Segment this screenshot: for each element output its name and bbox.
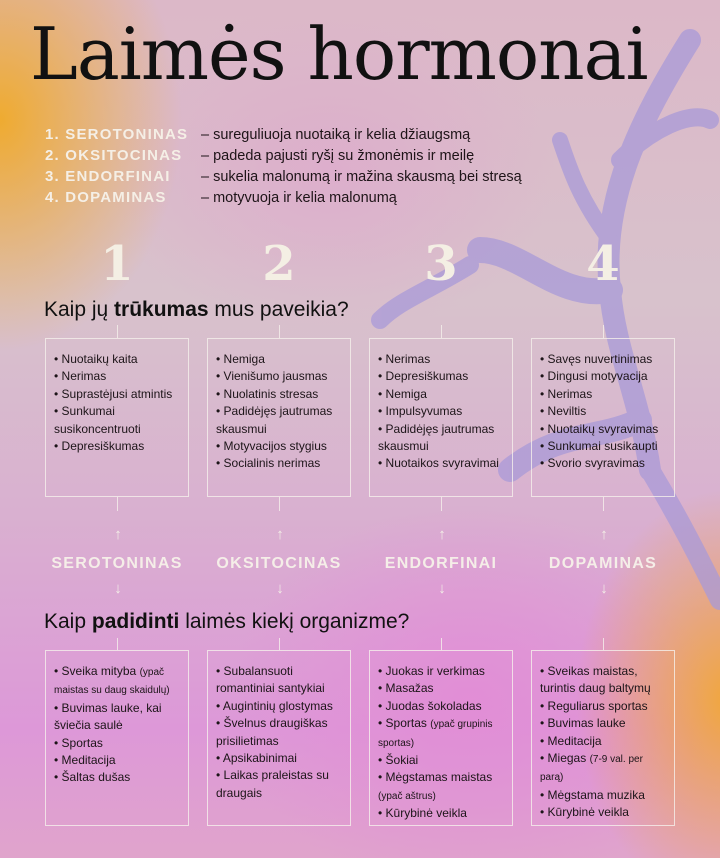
list-item: • Sveikas maistas, turintis daug baltymų — [540, 664, 651, 696]
list-item: • Meditacija — [540, 733, 602, 748]
heading-bold: trūkumas — [114, 298, 209, 321]
list-item: • Padidėjęs jautrumas skausmui — [216, 404, 333, 436]
list-item: • Svorio svyravimas — [540, 456, 645, 471]
boost-box-endorfinai — [369, 650, 513, 826]
column-number: 4 — [586, 236, 620, 292]
list-item: • Sunkumai susikaupti — [540, 439, 658, 454]
arrow-up-icon: ↑ — [276, 526, 284, 543]
connector-line — [117, 325, 118, 338]
arrow-down-icon: ↓ — [276, 580, 284, 597]
list-item: • Depresiškumas — [378, 369, 469, 384]
list-item: • Depresiškumas — [54, 439, 145, 454]
heading-bold: padidinti — [91, 610, 180, 633]
list-item: • Dingusi motyvacija — [540, 369, 648, 384]
list-item: • Reguliarus sportas — [540, 698, 648, 713]
legend-hormone-name: 1. SEROTONINAS — [45, 126, 189, 143]
connector-line — [603, 638, 604, 650]
connector-line — [603, 497, 604, 511]
list-item: • Vienišumo jausmas — [216, 369, 328, 384]
hormone-label-oksitocinas: OKSITOCINAS — [216, 555, 342, 572]
hormone-label-serotoninas: SEROTONINAS — [51, 555, 183, 572]
legend-row — [45, 187, 522, 208]
boost-box-dopaminas — [531, 650, 675, 826]
legend-hormone-desc: – sureguliuoja nuotaiką ir kelia džiaugsmą — [201, 126, 471, 143]
list-item: • Masažas — [378, 681, 434, 696]
list-item: • Nuotaikų kaita — [54, 352, 138, 366]
list-item: • Meditacija — [54, 753, 116, 768]
list-item: • Sveika mityba (ypač maistas su daug skaidulų) — [54, 664, 170, 697]
list-item: • Apsikabinimai — [216, 751, 297, 766]
arrow-up-icon: ↑ — [114, 526, 122, 543]
deficiency-box-endorfinai — [369, 338, 513, 497]
list-item: • Buvimas lauke, kai šviečia saulė — [54, 700, 162, 733]
list-item: • Mėgstama muzika — [540, 787, 645, 802]
legend-hormone-name: 3. ENDORFINAI — [45, 168, 171, 185]
list-item: • Nuotaikų svyravimas — [540, 421, 659, 436]
hormone-legend — [45, 124, 522, 208]
list-item: • Nemiga — [216, 352, 265, 366]
hormone-label-endorfinai: ENDORFINAI — [384, 555, 498, 572]
list-item: • Laikas praleistas su draugais — [216, 768, 329, 800]
boost-box-oksitocinas — [207, 650, 351, 826]
connector-line — [117, 638, 118, 650]
list-item: • Šaltas dušas — [54, 770, 131, 785]
legend-row — [45, 124, 522, 145]
list-item: • Neviltis — [540, 404, 587, 419]
list-item: • Sportas (ypač grupinis sportas) — [378, 716, 493, 749]
hormone-label-dopaminas: DOPAMINAS — [548, 555, 658, 572]
list-item: • Padidėjęs jautrumas skausmui — [378, 421, 495, 454]
list-item: • Sunkumai susikoncentruoti — [54, 404, 141, 436]
legend-hormone-desc: – sukelia malonumą ir mažina skausmą bei stresą — [201, 168, 522, 185]
list-item: • Augintinių glostymas — [216, 698, 333, 713]
list-item: • Kūrybinė veikla — [540, 805, 629, 820]
legend-hormone-name: 2. OKSITOCINAS — [45, 147, 183, 164]
legend-row — [45, 145, 522, 166]
deficiency-heading — [44, 298, 349, 322]
arrow-up-icon: ↑ — [438, 526, 446, 543]
list-item: • Miegas (7-9 val. per parą) — [540, 751, 643, 784]
list-item: • Nemiga — [378, 386, 427, 401]
legend-hormone-desc: – padeda pajusti ryšį su žmonėmis ir meilę — [201, 147, 475, 164]
arrow-down-icon: ↓ — [600, 580, 608, 597]
arrow-down-icon: ↓ — [114, 580, 122, 597]
connector-line — [279, 325, 280, 338]
column-number: 1 — [100, 236, 134, 292]
column-number: 2 — [262, 236, 296, 292]
list-item: • Nerimas — [54, 369, 107, 384]
page-title: Laimės hormonai — [30, 12, 648, 96]
list-item: • Kūrybinė veikla — [378, 806, 467, 821]
boost-heading — [44, 610, 409, 634]
list-item: • Socialinis nerimas — [216, 456, 321, 471]
list-item: • Buvimas lauke — [540, 716, 626, 731]
list-item: • Subalansuoti romantiniai santykiai — [216, 664, 325, 696]
deficiency-box-oksitocinas — [207, 338, 351, 497]
connector-line — [603, 325, 604, 338]
list-item: • Savęs nuvertinimas — [540, 352, 653, 366]
deficiency-box-dopaminas — [531, 338, 675, 497]
list-item: • Nerimas — [378, 352, 431, 366]
connector-line — [279, 497, 280, 511]
list-item: • Sportas — [54, 735, 103, 750]
list-item: • Impulsyvumas — [378, 404, 463, 419]
boost-box-serotoninas — [45, 650, 189, 826]
connector-line — [279, 638, 280, 650]
heading-part: Kaip jų — [44, 298, 115, 321]
list-item: • Šokiai — [378, 753, 419, 768]
list-item: • Suprastėjusi atmintis — [54, 386, 173, 401]
connector-line — [117, 497, 118, 511]
legend-row — [45, 166, 522, 187]
legend-hormone-desc: – motyvuoja ir kelia malonumą — [201, 189, 397, 206]
heading-part: laimės kiekį organizme? — [179, 610, 410, 633]
list-item: • Juodas šokoladas — [378, 698, 482, 713]
connector-line — [441, 325, 442, 338]
list-item: • Nerimas — [540, 386, 593, 401]
arrow-down-icon: ↓ — [438, 580, 446, 597]
heading-part: mus paveikia? — [208, 298, 349, 321]
connector-line — [441, 638, 442, 650]
deficiency-box-serotoninas — [45, 338, 189, 497]
list-item: • Nuotaikos svyravimai — [378, 456, 499, 471]
list-item: • Mėgstamas maistas (ypač aštrus) — [378, 770, 493, 802]
list-item: • Švelnus draugiškas prisilietimas — [216, 716, 328, 748]
list-item: • Juokas ir verkimas — [378, 664, 485, 678]
column-number: 3 — [424, 236, 458, 292]
arrow-up-icon: ↑ — [600, 526, 608, 543]
legend-hormone-name: 4. DOPAMINAS — [45, 189, 167, 206]
connector-line — [441, 497, 442, 511]
list-item: • Nuolatinis stresas — [216, 386, 319, 401]
list-item: • Motyvacijos stygius — [216, 439, 327, 454]
heading-part: Kaip — [44, 610, 92, 633]
